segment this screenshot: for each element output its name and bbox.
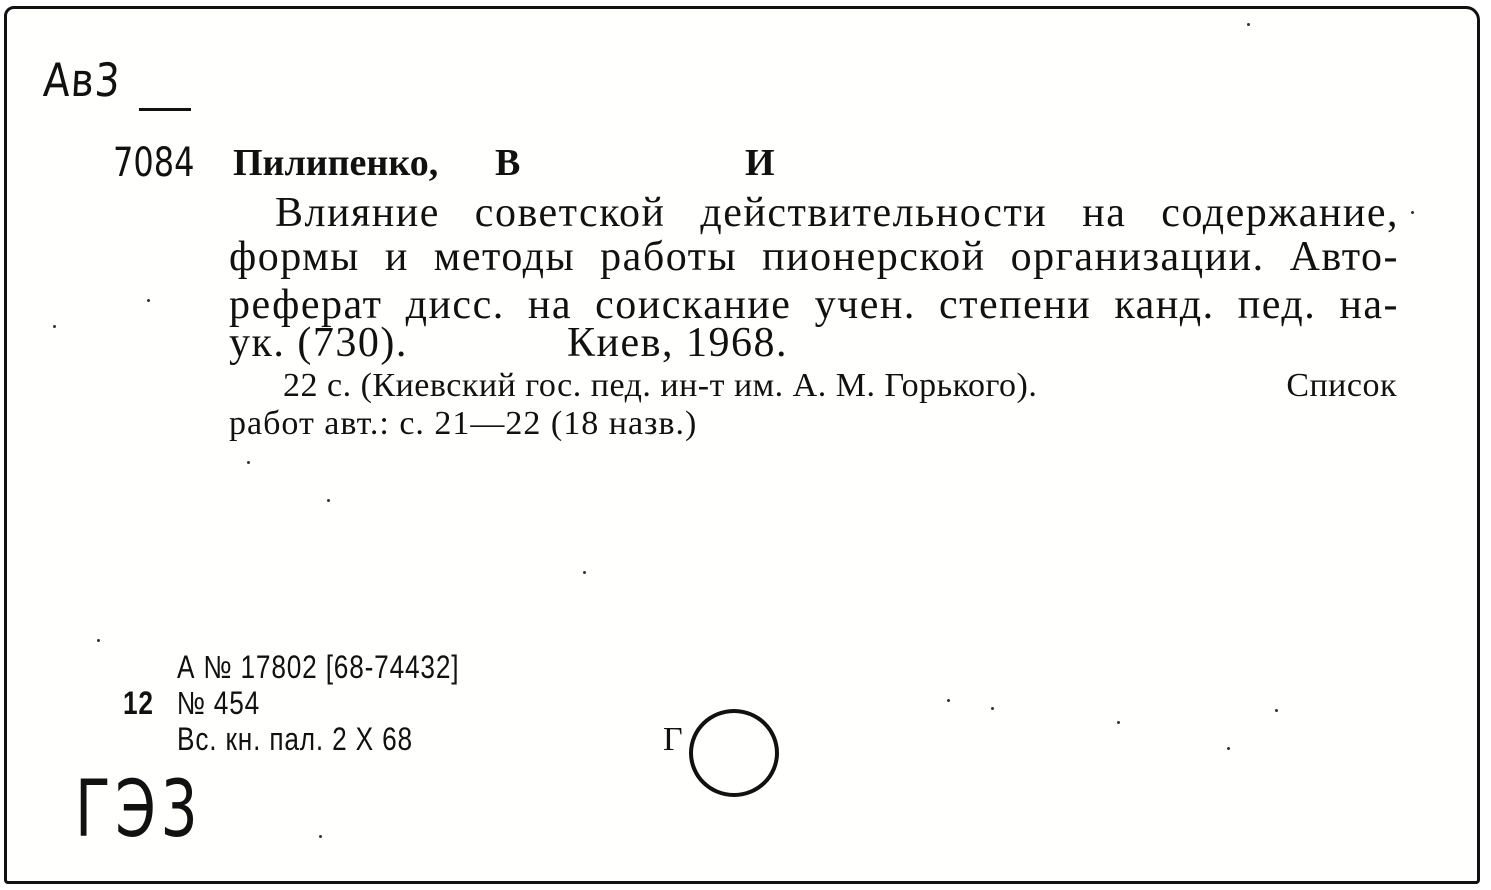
title-line-4 — [229, 319, 788, 367]
scan-speck — [247, 461, 250, 464]
circle-stamp — [689, 709, 779, 797]
scan-speck — [1411, 211, 1414, 214]
author-initial-first: В — [495, 142, 521, 184]
scan-speck — [53, 325, 56, 328]
scan-speck — [947, 699, 950, 702]
accession-number: А № 17802 [68-74432] — [177, 649, 460, 685]
chronicle-reference: Вс. кн. пал. 2 X 68 — [177, 721, 413, 757]
scan-speck — [147, 299, 150, 302]
scan-speck — [327, 499, 330, 502]
scan-speck — [583, 571, 586, 574]
place-year: Киев, 1968. — [567, 320, 788, 366]
author-surname: Пилипенко, — [233, 142, 439, 184]
volume-number-line — [123, 685, 260, 722]
handwritten-inventory-number: 7084 — [113, 140, 195, 186]
handwritten-department-mark: ГЭ3 — [75, 765, 203, 855]
title-line-3: реферат дисс. на соискание учен. степени канд. пед. на- — [229, 282, 1399, 328]
scan-speck — [1275, 709, 1278, 712]
volume-number: 12 — [123, 685, 154, 721]
catalog-card — [4, 6, 1480, 884]
scan-speck — [319, 835, 322, 838]
title-last-line: ук. (730). — [229, 320, 408, 366]
scan-speck — [1117, 721, 1120, 724]
title-line-2: формы и методы работы пионерской организации. Авто- — [229, 234, 1399, 280]
author-initial-second: И — [745, 142, 775, 184]
scan-speck — [97, 639, 100, 642]
scan-speck — [1247, 23, 1250, 26]
collation-pages-publisher: 22 с. (Киевский гос. пед. ин-т им. А. М. Горького). — [283, 367, 1038, 404]
scan-speck — [1227, 747, 1230, 750]
collation-bibliography-label: Список — [1286, 367, 1397, 404]
collation-line-2: работ авт.: с. 21—22 (18 назв.) — [229, 405, 698, 442]
issue-number: № 454 — [176, 685, 261, 721]
collation-line-1 — [283, 367, 1397, 405]
handwritten-shelf-mark: Ав3 — [41, 53, 123, 107]
author-heading — [233, 141, 775, 185]
title-line-1: Влияние советской действительности на содержание, — [275, 190, 1399, 236]
scan-speck — [991, 707, 994, 710]
stamp-letter: Г — [663, 721, 683, 758]
shelf-mark-underline — [139, 108, 191, 111]
